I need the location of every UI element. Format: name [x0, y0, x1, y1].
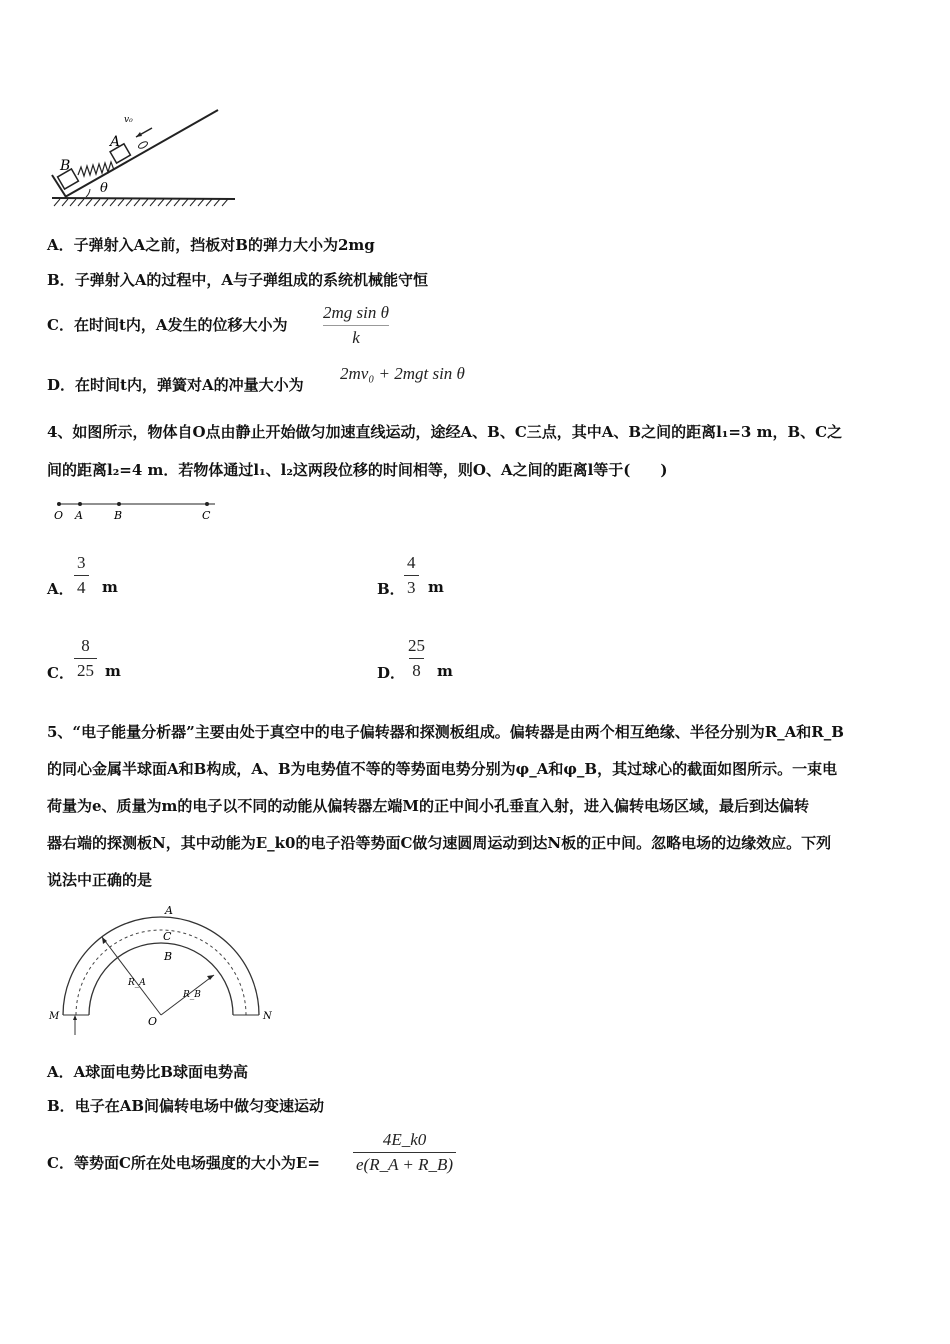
- hemisphere-deflector-figure: [40, 900, 280, 1035]
- q5-stem-line-5: 说法中正确的是: [47, 871, 153, 889]
- point-c: C: [202, 509, 211, 522]
- q3-option-c-formula: $\frac{\text{2mg sin θ}}{k}$: [323, 303, 389, 347]
- q3-option-c[interactable]: C．在时间t内，A发生的位移大小为: [47, 316, 288, 334]
- incline-spring-figure: [40, 100, 240, 215]
- q4-option-c-fraction: $\frac{8}{25}$: [74, 636, 97, 681]
- q3-option-a[interactable]: A．子弹射入A之前，挡板对B的弹力大小为2mg: [47, 236, 375, 254]
- label-v0: v₀: [124, 115, 133, 125]
- label-o: O: [148, 1015, 158, 1028]
- q5-option-c[interactable]: C．等势面C所在处电场强度的大小为E=: [47, 1154, 320, 1172]
- label-theta: θ: [100, 181, 108, 196]
- label-m: M: [49, 1011, 60, 1022]
- q4-stem-line-1: 4、如图所示，物体自O点由静止开始做匀加速直线运动，途经A、B、C三点，其中A、B之间的距离l₁=3 m，B、C之: [47, 423, 843, 441]
- point-b: B: [114, 509, 123, 522]
- q3-option-b[interactable]: B．子弹射入A的过程中，A与子弹组成的系统机械能守恒: [47, 271, 428, 289]
- q5-stem-line-3: 荷量为e、质量为m的电子以不同的动能从偏转器左端M的正中间小孔垂直入射，进入偏转电场区域，最后到达偏转: [47, 797, 810, 815]
- point-a: A: [75, 509, 83, 522]
- label-b: B: [60, 158, 71, 174]
- q5-stem-line-1: 5、“电子能量分析器”主要由处于真空中的电子偏转器和探测板组成。偏转器是由两个相互绝缘、半径分别为R_A和R_B: [47, 723, 844, 741]
- q4-option-a[interactable]: A．: [47, 580, 74, 598]
- q5-stem-line-2: 的同心金属半球面A和B构成，A、B为电势值不等的等势面电势分别为φ_A和φ_B，其过球心的截面如图所示。一束电: [47, 760, 838, 778]
- q5-stem-line-4: 器右端的探测板N，其中动能为E_k0的电子沿等势面C做匀速圆周运动到达N板的正中间。忽略电场的边缘效应。下列: [47, 834, 832, 852]
- q4-option-d-unit: m: [437, 662, 453, 680]
- q4-option-c[interactable]: C．: [47, 664, 74, 682]
- q3-option-d[interactable]: D．在时间t内，弹簧对A的冲量大小为: [47, 376, 304, 394]
- q4-stem-line-2: 间的距离l₂=4 m．若物体通过l₁、l₂这两段位移的时间相等，则O、A之间的距离l等于( ): [47, 461, 668, 479]
- q4-option-d[interactable]: D．: [377, 664, 406, 682]
- q3-option-d-formula: 2mv₀ + 2mgt sin θ: [340, 364, 465, 383]
- q4-option-a-fraction: $\frac{3}{4}$: [74, 553, 89, 598]
- q4-option-b-unit: m: [428, 578, 444, 596]
- label-c: C: [163, 930, 172, 943]
- label-n: N: [263, 1011, 272, 1022]
- q4-option-a-unit: m: [102, 578, 118, 596]
- q4-option-c-unit: m: [105, 662, 121, 680]
- q5-option-c-formula: $\frac{4E\_k0}{e(R\_A + R\_B)}$: [353, 1130, 456, 1175]
- q4-option-b[interactable]: B．: [377, 580, 405, 598]
- q5-option-b[interactable]: B．电子在AB间偏转电场中做匀变速运动: [47, 1097, 325, 1115]
- number-line-figure: [50, 498, 230, 523]
- label-a: A: [110, 134, 121, 150]
- label-a: A: [165, 904, 173, 917]
- point-o: O: [54, 509, 64, 522]
- q4-option-d-fraction: $\frac{25}{8}$: [408, 636, 425, 680]
- q4-option-b-fraction: $\frac{4}{3}$: [404, 553, 419, 598]
- q5-option-a[interactable]: A．A球面电势比B球面电势高: [47, 1063, 248, 1081]
- label-rb: R_B: [183, 990, 201, 1000]
- label-b: B: [164, 950, 173, 963]
- label-ra: R_A: [128, 978, 146, 988]
